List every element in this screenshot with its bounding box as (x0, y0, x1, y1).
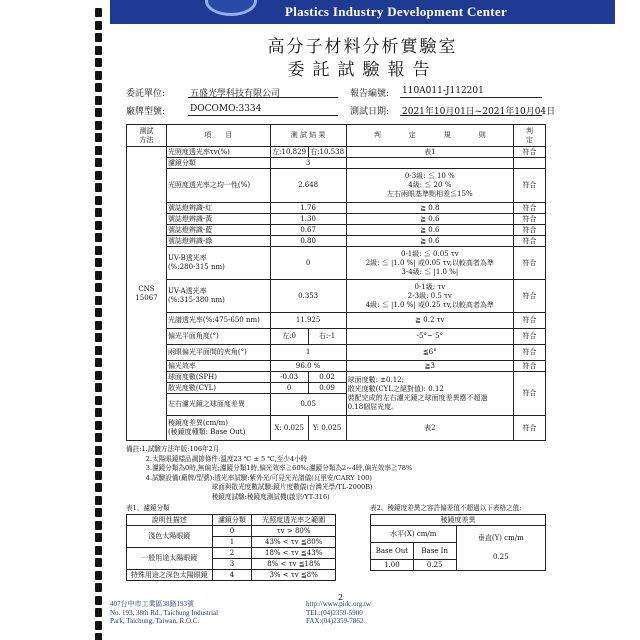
client-underline (188, 97, 338, 98)
result-left-cell: 左:10.829 (270, 147, 308, 158)
binding-hole (95, 146, 102, 155)
binding-hole (95, 458, 102, 467)
binding-hole (95, 108, 102, 117)
binding-hole (95, 71, 102, 80)
prism-tolerance-table (370, 514, 546, 571)
table-row (127, 345, 546, 361)
t1-header-cell: 光照度透光率之範圍 (252, 515, 336, 526)
verdict-cell: 符合 (514, 147, 546, 158)
item-cell: 號誌燈辨識-黃 (166, 214, 270, 225)
notes (126, 445, 412, 502)
t1-category-cell: 2 (212, 548, 252, 559)
spec-cell: ≧ 0.6 (346, 225, 513, 236)
item-cell: 左右濾光鏡之球面度差異 (166, 394, 270, 416)
t1-header-cell: 濾鏡分類 (212, 515, 252, 526)
table-row (127, 548, 336, 559)
item-cell: 散光度數(CYL) (166, 383, 270, 394)
table-row (127, 372, 546, 383)
spec-cell: 表1 (346, 147, 513, 158)
binding-hole (95, 8, 102, 17)
item-cell: 偏光效率 (166, 361, 270, 372)
result-right-cell: 0.09 (308, 383, 346, 394)
t2-base-out-value: 1.00 (371, 560, 414, 571)
note-line: 球面與散光度數試驗:鏡片度數儀(台灣光學/TL-2000B) (126, 483, 373, 491)
footer-website[interactable]: http://www.pidc.org.tw (306, 600, 371, 608)
report-page (110, 0, 615, 640)
item-cell: 號誌燈辨識-藍 (166, 225, 270, 236)
verdict-cell: 符合 (514, 313, 546, 329)
report-title: 委託試驗報告 (287, 60, 438, 80)
result-cell: 3 (270, 158, 346, 169)
binding-hole (95, 383, 102, 392)
note-line: 3.濾鏡分類為0時,無偏光;濾鏡分類1時,偏光效率≧60%;濾鏡分類為2~4時,偏光效率≧78% (126, 464, 413, 472)
binding-hole (95, 183, 102, 192)
binding-hole (95, 133, 102, 142)
binding-hole (95, 58, 102, 67)
binding-hole (95, 633, 102, 640)
binding-hole (95, 46, 102, 55)
binding-hole (95, 521, 102, 530)
result-cell: 1.76 (270, 203, 346, 214)
report-no-underline (400, 97, 542, 98)
binding-hole (95, 171, 102, 180)
item-cell: 光照度透光率τv(%) (166, 147, 270, 158)
item-cell: 光譜透光率(%:475-650 nm) (166, 313, 270, 329)
binding-hole (95, 308, 102, 317)
result-cell: 0.67 (270, 225, 346, 236)
table-row (127, 169, 546, 203)
binding-hole (95, 221, 102, 230)
binding-hole (95, 621, 102, 630)
binding-hole (95, 508, 102, 517)
binding-hole (95, 121, 102, 130)
result-cell: 1 (270, 345, 346, 361)
client-value: 五盛光學科技有限公司 (190, 89, 281, 99)
t1-range-cell: τv > 80% (252, 526, 336, 537)
brand-value: DOCOMO:3334 (190, 104, 262, 114)
verdict-cell: 符合 (514, 236, 546, 247)
item-cell: 光照度透光率之均一性(%) (166, 169, 270, 203)
table-row (127, 158, 546, 169)
note-line: 2.太陽眼鏡樣品調節條件:溫度23 ℃ ± 5 ℃,至少4小時 (126, 454, 308, 463)
report-no-value: 110A011-J112201 (402, 86, 484, 96)
spec-cell: ≧ 0.2 τv (346, 313, 513, 329)
t1-range-cell: 3% < τv ≦8% (252, 570, 336, 581)
spec-cell: ≦6° (346, 345, 513, 361)
test-date-underline (400, 115, 542, 116)
t2-base-out: Base Out (371, 543, 414, 560)
item-cell: 濾鏡分類 (166, 158, 270, 169)
binding-hole (95, 371, 102, 380)
test-date-label: 測試日期: (350, 107, 390, 117)
table-row (127, 280, 546, 313)
result-right-cell: Y: 0.025 (308, 416, 346, 441)
table-row (127, 526, 336, 537)
note-line: 稜鏡度試驗:稜鏡度測試機(啟宗/YT-316) (126, 492, 330, 501)
verdict-cell: 符合 (514, 169, 546, 203)
binding-hole (95, 433, 102, 442)
binding-hole (95, 471, 102, 480)
binding-hole (95, 33, 102, 42)
result-cell: 2.648 (270, 169, 346, 203)
spec-cell: 0-3級: ≦ 10 % 4級: ≦ 20 % 左右兩眼基準點相差≦15% (346, 169, 513, 203)
t2-sub-horizontal: 水平(X) cm/m (371, 526, 457, 543)
binding-hole (95, 296, 102, 305)
t2-sub-vertical: 垂直(Y) cm/m (477, 534, 524, 542)
binding-hole (95, 358, 102, 367)
t1-category-cell: 1 (212, 537, 252, 548)
table-row (127, 416, 546, 441)
binding-hole (95, 83, 102, 92)
result-cell: 0.80 (270, 236, 346, 247)
binding-hole (95, 158, 102, 167)
item-cell: 號誌燈辨識-紅 (166, 203, 270, 214)
binding-hole (95, 533, 102, 542)
header-item: 項 目 (166, 125, 270, 147)
binding-hole (95, 546, 102, 555)
t2-base-in-value: 0.25 (413, 560, 456, 571)
t1-range-cell: 8% < τv ≦18% (252, 559, 336, 570)
binding-hole (95, 208, 102, 217)
t1-category-cell: 3 (212, 559, 252, 570)
table-row (127, 313, 546, 329)
spec-cell: 表2 (346, 416, 513, 441)
binding-hole (95, 271, 102, 280)
binding-hole (95, 96, 102, 105)
spec-cell: ≧ 0.6 (346, 236, 513, 247)
result-cell: 96.0 % (270, 361, 346, 372)
spiral-binding (86, 0, 108, 640)
spec-cell: 0-1級: ≦ 0.05 τv 2級: ≦ |1.0 %| 或0.05 τv,以較高者為準 3-4級: ≦ |1.0 %| (346, 247, 513, 280)
binding-hole (95, 246, 102, 255)
t1-category-cell: 0 (212, 526, 252, 537)
result-left-cell: 0 (270, 383, 308, 394)
item-cell: UV-A透光率 (%:315-380 nm) (166, 280, 270, 313)
item-cell: 球面度數(SPH) (166, 372, 270, 383)
item-cell: UV-B透光率 (%:280-315 nm) (166, 247, 270, 280)
report-no-label: 報告編號: (350, 89, 390, 99)
banner-text: Plastics Industry Development Center (285, 4, 508, 19)
verdict-cell (514, 158, 546, 169)
brand-underline (188, 115, 338, 116)
header-result: 測 試 結 果 (270, 125, 346, 147)
verdict-cell: 符合 (514, 203, 546, 214)
binding-hole (95, 408, 102, 417)
spec-cell: ≧3 (346, 361, 513, 372)
spec-cell: ≧ 0.6 (346, 214, 513, 225)
filter-category-table (126, 514, 336, 581)
table-row (127, 361, 546, 372)
t2-base-in: Base In (413, 543, 456, 560)
spec-cell: 球面度數: ±0.12; 散光度數(CYL之絕對值): 0.12 裝配完成的左右濾光鏡之球面度差異應不超過 0.18個屈光度。 (346, 372, 513, 416)
method-cell: CNS 15067 (127, 147, 167, 441)
binding-hole (95, 321, 102, 330)
binding-hole (95, 483, 102, 492)
result-cell: 0.05 (270, 394, 346, 416)
binding-hole (95, 333, 102, 342)
t1-header-cell: 說明性描述 (127, 515, 213, 526)
spec-cell: -5°~ 5° (346, 329, 513, 345)
t1-desc-cell: 一般用途太陽眼鏡 (127, 548, 213, 570)
footer-contact (306, 600, 371, 626)
item-cell: 號誌燈辨識-綠 (166, 236, 270, 247)
t1-range-cell: 43% < τv ≦80% (252, 537, 336, 548)
result-cell: 11.925 (270, 313, 346, 329)
brand-label: 廠牌型號: (126, 107, 166, 117)
binding-hole (95, 496, 102, 505)
header-method: 測試 方法 (127, 125, 167, 147)
table-row (127, 329, 546, 345)
item-cell: 稜鏡度差異(cm/m) (稜鏡度種類: Base Out) (166, 416, 270, 441)
header-spec: 判 定 規 則 (346, 125, 513, 147)
result-left-cell: 左:0 (270, 329, 308, 345)
result-cell: 0 (270, 247, 346, 280)
table-row (127, 225, 546, 236)
item-cell: 兩眼偏光平面間的夾角(°) (166, 345, 270, 361)
result-right-cell: 0.02 (308, 372, 346, 383)
table-row (127, 203, 546, 214)
footer-address-en1: No. 193, 38th Rd., Taichung Industrial (110, 608, 219, 617)
table-row (127, 147, 546, 158)
result-right-cell: 右:-1 (308, 329, 346, 345)
t2-header: 稜鏡度差異 (371, 515, 546, 526)
binding-hole (95, 21, 102, 30)
table1-caption: 表1、濾鏡分類 (126, 504, 170, 512)
spec-cell (346, 158, 513, 169)
binding-hole (95, 196, 102, 205)
verdict-cell: 符合 (514, 225, 546, 236)
result-right-cell: 右:10.538 (308, 147, 346, 158)
footer-address (110, 600, 218, 626)
binding-hole (95, 583, 102, 592)
header-verdict: 判 定 (514, 125, 546, 147)
test-date-value: 2021年10月01日~2021年10月04日 (402, 107, 556, 117)
binding-hole (95, 258, 102, 267)
result-cell: 0.353 (270, 280, 346, 313)
t2-sub-vertical-wrap (456, 526, 545, 571)
table-row (127, 236, 546, 247)
t1-desc-cell: 淺色太陽眼鏡 (127, 526, 213, 548)
test-results-table (126, 124, 546, 441)
result-cell: 1.30 (270, 214, 346, 225)
result-left-cell: X: 0.025 (270, 416, 308, 441)
footer-address-en2: Park, Taichung, Taiwan, R.O.C. (110, 617, 200, 625)
binding-hole (95, 571, 102, 580)
binding-hole (95, 396, 102, 405)
binding-hole (95, 608, 102, 617)
binding-hole (95, 346, 102, 355)
t1-range-cell: 18% < τv ≦43% (252, 548, 336, 559)
binding-hole (95, 233, 102, 242)
verdict-cell: 符合 (514, 372, 546, 416)
footer-fax: FAX:(04)2359-7862 (306, 617, 364, 625)
binding-hole (95, 558, 102, 567)
table-row (127, 214, 546, 225)
note-line: 備註:1.試驗方法年版:106年2月 (126, 445, 220, 453)
item-cell: 偏光平面角度(°) (166, 329, 270, 345)
lab-title: 高分子材料分析實驗室 (267, 37, 458, 57)
spec-cell: 0-1級: τv 2-3級: 0.5 τv 4級: ≦ |1.0 %| 或0.25 τv,以較高者為準 (346, 280, 513, 313)
binding-hole (95, 283, 102, 292)
binding-hole (95, 596, 102, 605)
t1-desc-cell: 特殊用途之深色太陽眼鏡 (127, 570, 213, 581)
verdict-cell: 符合 (514, 214, 546, 225)
footer-tel: TEL:(04)2359-5900 (306, 608, 363, 617)
verdict-cell: 符合 (514, 329, 546, 345)
binding-hole (95, 446, 102, 455)
page-number: 2 (338, 593, 344, 602)
table-row (127, 247, 546, 280)
footer-address-zh: 407台中市工業區38路193號 (110, 600, 194, 608)
result-left-cell: -0.03 (270, 372, 308, 383)
verdict-cell: 符合 (514, 280, 546, 313)
spec-cell: ≧ 0.8 (346, 203, 513, 214)
verdict-cell: 符合 (514, 416, 546, 441)
note-line: 4.試驗設備(廠牌/型號):透光率試驗:紫外光/可見光光譜儀(瓦里安/CARY 100) (126, 473, 372, 482)
verdict-cell: 符合 (514, 247, 546, 280)
verdict-cell: 符合 (514, 345, 546, 361)
binding-hole (95, 421, 102, 430)
t2-vertical-value: 0.25 (493, 553, 509, 561)
client-label: 委託單位: (126, 89, 166, 99)
verdict-cell: 符合 (514, 361, 546, 372)
table2-caption: 表2、稜鏡度差異之容許偏差值不超過以下表格之值: (370, 504, 522, 512)
table-row (127, 570, 336, 581)
t1-category-cell: 4 (212, 570, 252, 581)
